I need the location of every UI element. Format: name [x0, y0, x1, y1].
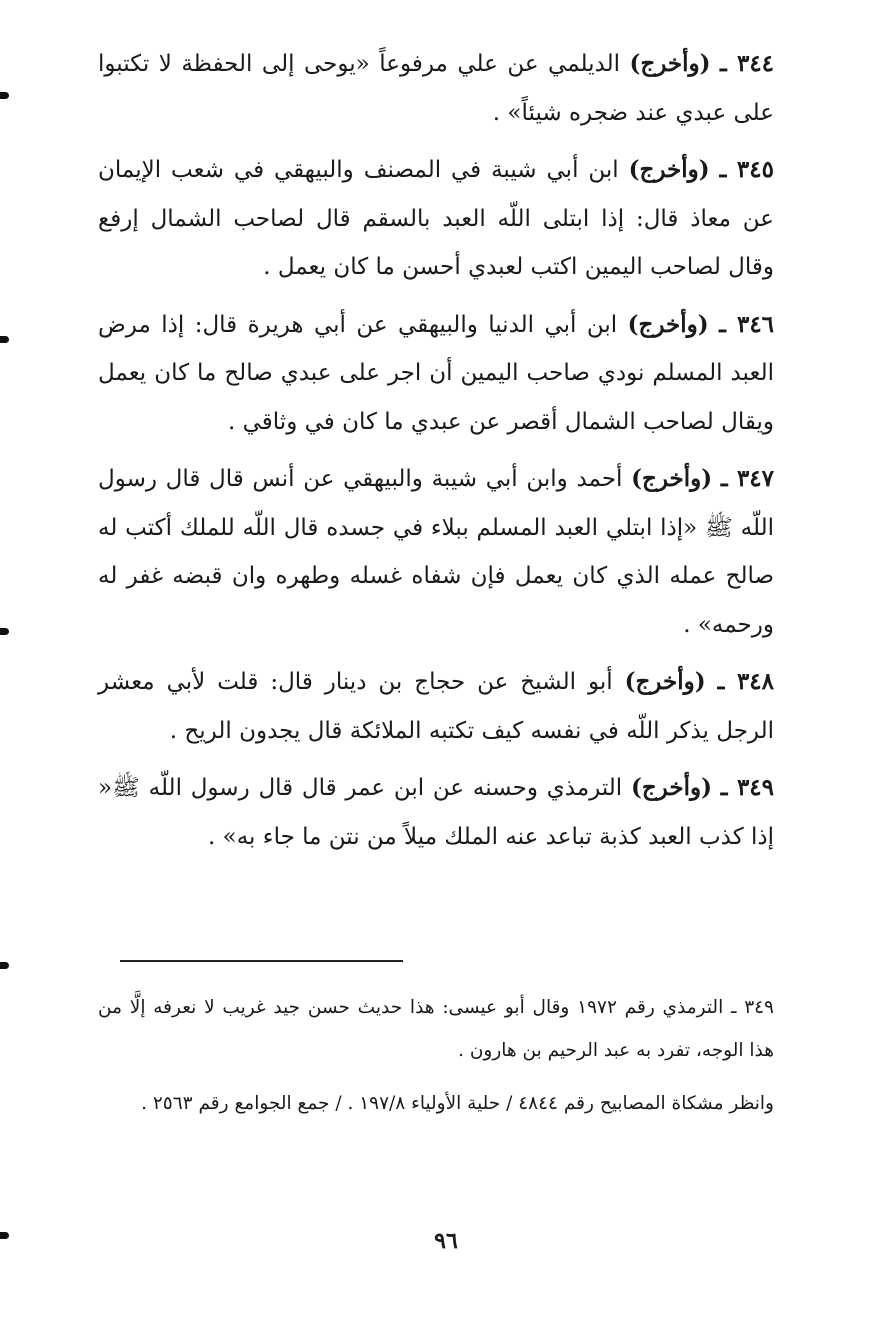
- margin-mark: [0, 92, 9, 99]
- entry-number: ٣٤٩ ـ: [720, 774, 775, 801]
- entry-number: ٣٤٧ ـ: [720, 465, 775, 492]
- entry-text: ابن أبي شيبة في المصنف والبيهقي في شعب الإيمان عن معاذ قال: إذا ابتلى اللّه العبد بالسقم قال لصاحب الشمال إرفع وقال لصاحب اليمين اكتب لعبدي أحسن ما كان يعمل .: [98, 157, 774, 280]
- margin-mark: [0, 336, 9, 343]
- entry-348: [98, 658, 774, 755]
- margin-mark: [0, 962, 9, 969]
- entry-tag: (وأخرج): [624, 668, 706, 695]
- entry-349: [98, 764, 774, 861]
- entry-344: [98, 40, 774, 137]
- footnote: ٣٤٩ ـ الترمذي رقم ١٩٧٢ وقال أبو عيسى: هذا حديث حسن جيد غريب لا نعرفه إلَّا من هذا الوجه، تفرد به عبد الرحيم بن هارون .: [98, 997, 774, 1061]
- entry-345: [98, 146, 774, 292]
- entry-text: أبو الشيخ عن حجاج بن دينار قال: قلت لأبي معشر الرجل يذكر اللّه في نفسه كيف تكتبه الملائكة قال يجدون الريح .: [98, 669, 774, 744]
- margin-mark: [0, 628, 9, 635]
- entry-text: أحمد وابن أبي شيبة والبيهقي عن أنس قال قال رسول اللّه ﷺ «إذا ابتلي العبد المسلم ببلاء في جسده قال اللّه للملك أكتب له صالح عمله الذي كان يعمل فإن شفاه غسله وطهره وان قبضه غفر له ورحمه» .: [98, 466, 774, 638]
- footnote-separator: [120, 960, 403, 962]
- entry-tag: (وأخرج): [629, 50, 711, 77]
- entry-tag: (وأخرج): [628, 156, 710, 183]
- entry-text: الديلمي عن علي مرفوعاً «يوحى إلى الحفظة لا تكتبوا على عبدي عند ضجره شيئاً» .: [98, 51, 774, 126]
- main-text: [98, 40, 774, 870]
- entry-number: ٣٤٦ ـ: [719, 310, 775, 338]
- footnote: وانظر مشكاة المصابيح رقم ٤٨٤٤ / حلية الأولياء ١٩٧/٨ . / جمع الجوامع رقم ٢٥٦٣ .: [141, 1093, 774, 1114]
- entry-number: ٣٤٨ ـ: [717, 668, 775, 695]
- page-number: ٩٦: [434, 1228, 458, 1254]
- entry-347: [98, 455, 774, 649]
- footnotes: [98, 986, 774, 1135]
- entry-number: ٣٤٤ ـ: [720, 50, 775, 77]
- entry-text: ابن أبي الدنيا والبيهقي عن أبي هريرة قال: إذا مرض العبد المسلم نودي صاحب اليمين أن اجر على عبدي صالح ما كان يعمل ويقال لصاحب الشمال أقصر عن عبدي ما كان في وثاقي .: [98, 311, 774, 435]
- entry-text: الترمذي وحسنه عن ابن عمر قال قال رسول اللّه ﷺ« إذا كذب العبد كذبة تباعد عنه الملك ميلاً من نتن ما جاء به» .: [98, 775, 774, 850]
- margin-mark: [0, 1232, 9, 1239]
- entry-346: [98, 301, 774, 447]
- entry-number: ٣٤٥ ـ: [719, 156, 774, 183]
- entry-tag: (وأخرج): [627, 310, 709, 338]
- entry-tag: (وأخرج): [630, 774, 712, 801]
- entry-tag: (وأخرج): [631, 465, 713, 492]
